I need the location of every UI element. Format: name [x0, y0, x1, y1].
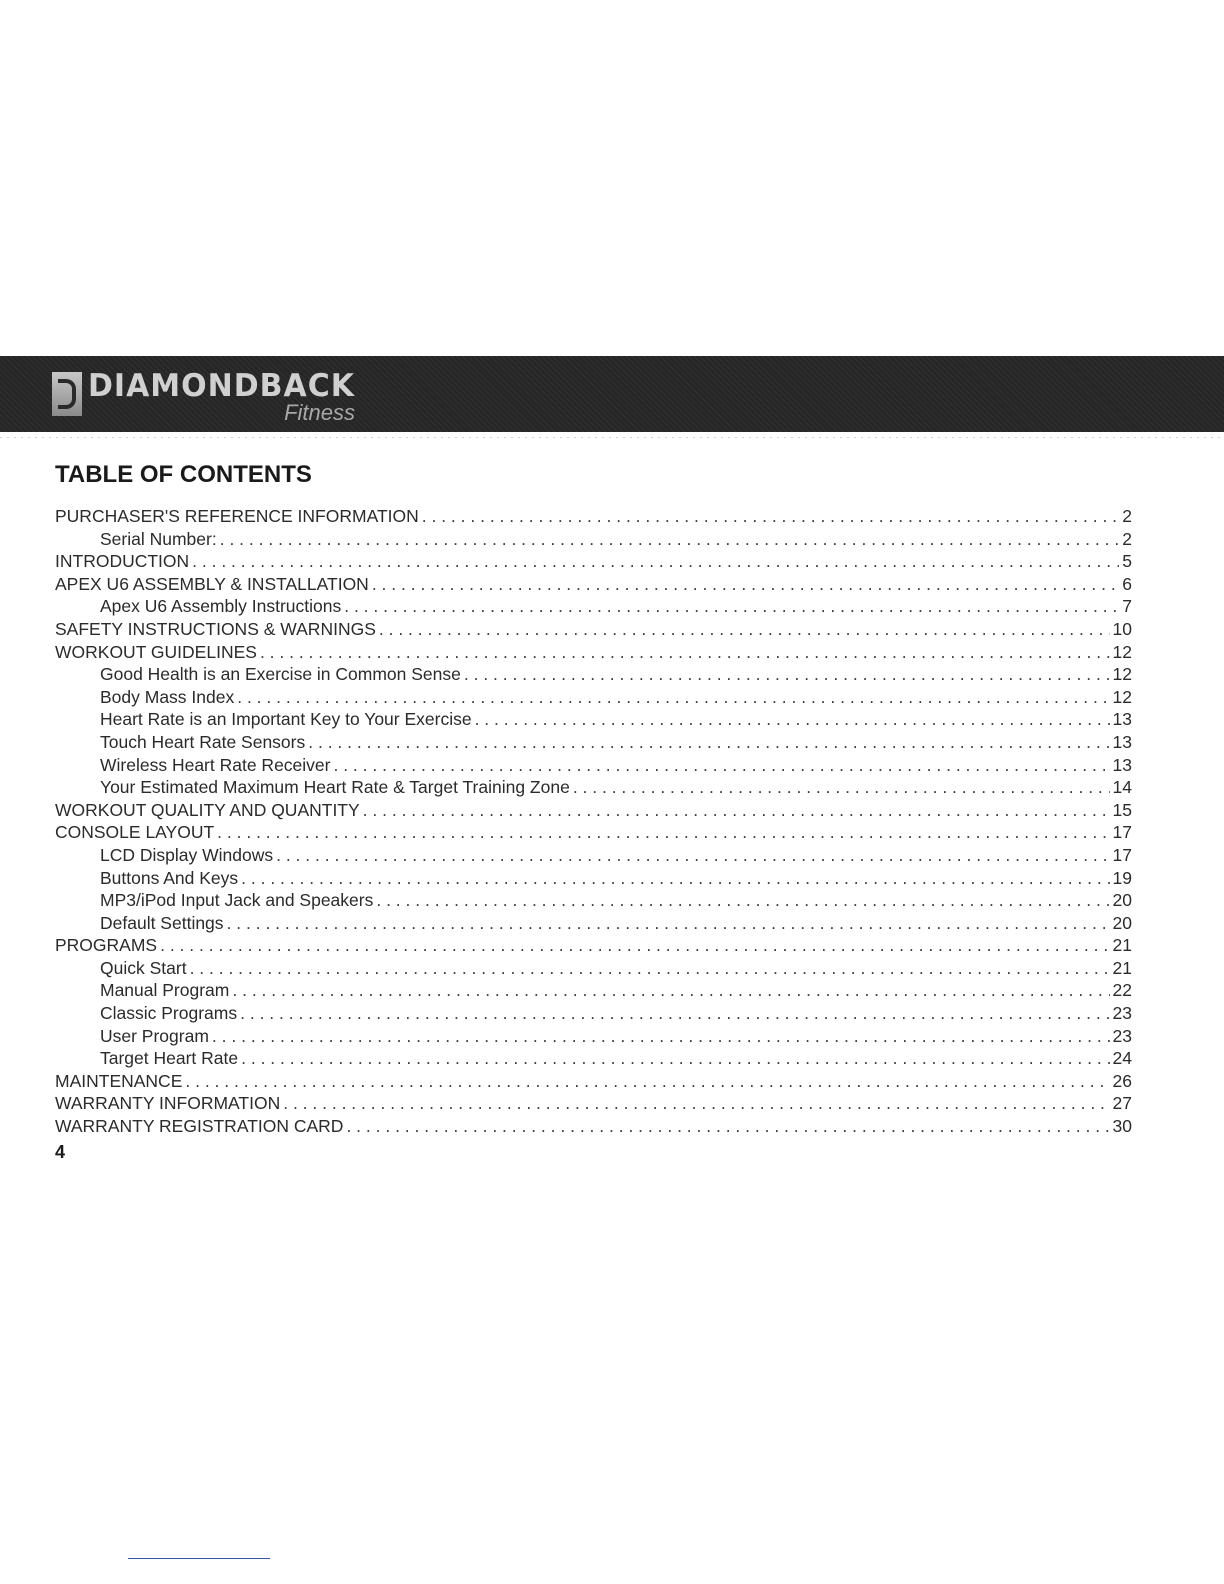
toc-entry-title: WARRANTY INFORMATION [55, 1093, 281, 1114]
toc-entry[interactable] [55, 731, 1132, 754]
toc-leader-dots [573, 776, 1110, 799]
toc-entry-title: WORKOUT QUALITY AND QUANTITY [55, 799, 360, 820]
toc-entry-title: PROGRAMS [55, 935, 158, 956]
toc-entry-page: 12 [1112, 664, 1132, 685]
toc-entry-page: 17 [1112, 822, 1132, 843]
toc-leader-dots [283, 1092, 1109, 1115]
toc-entry-page: 19 [1112, 867, 1132, 888]
toc-entry-title: Quick Start [100, 957, 187, 978]
toc-leader-dots [344, 595, 1119, 618]
toc-leader-dots [422, 505, 1120, 528]
toc-entry[interactable] [55, 686, 1132, 709]
toc-entry-title: Heart Rate is an Important Key to Your Exercise [100, 709, 472, 730]
toc-leader-dots [220, 528, 1120, 551]
page-number: 4 [55, 1142, 66, 1162]
toc-entry-title: WORKOUT GUIDELINES [55, 641, 257, 662]
toc-entry-page: 30 [1112, 1116, 1132, 1137]
toc-entry-page: 5 [1122, 551, 1132, 572]
toc-entry-title: Apex U6 Assembly Instructions [100, 596, 342, 617]
toc-entry-title: Body Mass Index [100, 686, 235, 707]
toc-entry-title: Buttons And Keys [100, 867, 239, 888]
toc-entry-page: 6 [1122, 573, 1132, 594]
toc-entry-page: 13 [1112, 709, 1132, 730]
toc-entry-page: 15 [1112, 799, 1132, 820]
toc-entry-title: PURCHASER'S REFERENCE INFORMATION [55, 506, 419, 526]
toc-entry-page: 21 [1112, 957, 1132, 978]
toc-entry-title: Default Settings [100, 912, 224, 933]
toc-entry-page: 7 [1122, 596, 1132, 617]
toc-leader-dots [260, 641, 1110, 664]
toc-entry-page: 24 [1112, 1048, 1132, 1069]
toc-entry-title: MAINTENANCE [55, 1070, 183, 1091]
toc-leader-dots [185, 1070, 1109, 1093]
brand-name: DIAMONDBACK [88, 367, 355, 405]
toc-entry-page: 12 [1112, 686, 1132, 707]
toc-entry[interactable] [55, 799, 1132, 822]
toc-entry[interactable] [55, 821, 1132, 844]
toc-entry[interactable] [55, 595, 1132, 618]
toc-entry[interactable] [55, 1047, 1132, 1070]
toc-entry[interactable] [55, 573, 1132, 596]
toc-entry-title: Serial Number: [100, 528, 217, 549]
toc-leader-dots [241, 867, 1109, 890]
toc-entry-page: 12 [1112, 641, 1132, 662]
toc-entry-page: 2 [1122, 506, 1132, 526]
toc-entry-title: APEX U6 ASSEMBLY & INSTALLATION [55, 573, 369, 594]
toc-leader-dots [212, 1025, 1110, 1048]
page-title: TABLE OF CONTENTS [55, 461, 312, 488]
toc-entry-page: 23 [1112, 1003, 1132, 1024]
toc-leader-dots [160, 934, 1109, 957]
toc-entry-title: Good Health is an Exercise in Common Sense [100, 664, 461, 685]
toc-entry-title: MP3/iPod Input Jack and Speakers [100, 890, 374, 911]
toc-entry-title: Target Heart Rate [100, 1048, 239, 1069]
toc-entry[interactable] [55, 1092, 1132, 1115]
toc-entry[interactable] [55, 1002, 1132, 1025]
toc-entry[interactable] [55, 1115, 1132, 1138]
toc-leader-dots [192, 550, 1119, 573]
toc-entry-page: 13 [1112, 754, 1132, 775]
toc-entry[interactable] [55, 641, 1132, 664]
toc-leader-dots [190, 957, 1110, 980]
toc-leader-dots [241, 1047, 1109, 1070]
toc-entry-page: 22 [1112, 980, 1132, 1001]
toc-leader-dots [379, 618, 1110, 641]
toc-entry-page: 20 [1112, 912, 1132, 933]
toc-entry[interactable] [55, 754, 1132, 777]
toc-entry-page: 20 [1112, 890, 1132, 911]
toc-entry[interactable] [55, 1070, 1132, 1093]
toc-entry-title: INTRODUCTION [55, 551, 190, 572]
table-of-contents [55, 505, 1132, 1138]
toc-leader-dots [276, 844, 1109, 867]
toc-entry[interactable] [55, 934, 1132, 957]
toc-entry[interactable] [55, 889, 1132, 912]
toc-entry[interactable] [55, 618, 1132, 641]
toc-leader-dots [333, 754, 1109, 777]
toc-entry-title: CONSOLE LAYOUT [55, 822, 215, 843]
toc-leader-dots [372, 573, 1119, 596]
toc-leader-dots [363, 799, 1110, 822]
toc-leader-dots [376, 889, 1109, 912]
toc-entry-page: 10 [1112, 618, 1132, 639]
toc-entry[interactable] [55, 776, 1132, 799]
toc-entry[interactable] [55, 1025, 1132, 1048]
footer-link-underline [128, 1558, 270, 1559]
toc-leader-dots [464, 663, 1110, 686]
toc-entry[interactable] [55, 663, 1132, 686]
toc-entry[interactable] [55, 550, 1132, 573]
toc-entry-title: LCD Display Windows [100, 844, 274, 865]
brand-logo [52, 364, 355, 424]
toc-entry-page: 23 [1112, 1025, 1132, 1046]
toc-entry-page: 27 [1112, 1093, 1132, 1114]
toc-entry-page: 14 [1112, 777, 1132, 798]
toc-entry[interactable] [55, 528, 1132, 551]
toc-entry-page: 2 [1122, 528, 1132, 549]
toc-leader-dots [346, 1115, 1109, 1138]
toc-entry[interactable] [55, 912, 1132, 935]
toc-entry[interactable] [55, 844, 1132, 867]
toc-leader-dots [217, 821, 1109, 844]
toc-entry-title: User Program [100, 1025, 209, 1046]
toc-entry-title: Wireless Heart Rate Receiver [100, 754, 331, 775]
brand-tagline: Fitness [284, 400, 355, 425]
header-banner [0, 356, 1224, 432]
toc-entry[interactable] [55, 505, 1132, 528]
dotted-divider [0, 437, 1224, 438]
toc-entry-title: WARRANTY REGISTRATION CARD [55, 1116, 344, 1137]
toc-entry[interactable] [55, 867, 1132, 890]
toc-entry-title: Touch Heart Rate Sensors [100, 731, 306, 752]
toc-leader-dots [237, 686, 1109, 709]
toc-leader-dots [308, 731, 1109, 754]
toc-entry-title: Your Estimated Maximum Heart Rate & Target Training Zone [100, 777, 570, 798]
toc-entry[interactable] [55, 979, 1132, 1002]
toc-leader-dots [227, 912, 1110, 935]
toc-entry-page: 17 [1112, 844, 1132, 865]
toc-entry-page: 13 [1112, 731, 1132, 752]
toc-entry-title: Manual Program [100, 980, 230, 1001]
toc-leader-dots [240, 1002, 1109, 1025]
toc-entry-page: 26 [1112, 1070, 1132, 1091]
toc-entry[interactable] [55, 708, 1132, 731]
toc-entry-title: Classic Programs [100, 1003, 238, 1024]
diamondback-logo-icon [52, 372, 82, 416]
toc-entry-page: 21 [1112, 935, 1132, 956]
brand-wordmark [88, 364, 355, 424]
toc-entry[interactable] [55, 957, 1132, 980]
toc-entry-title: SAFETY INSTRUCTIONS & WARNINGS [55, 618, 376, 639]
toc-leader-dots [475, 708, 1110, 731]
toc-leader-dots [232, 979, 1109, 1002]
